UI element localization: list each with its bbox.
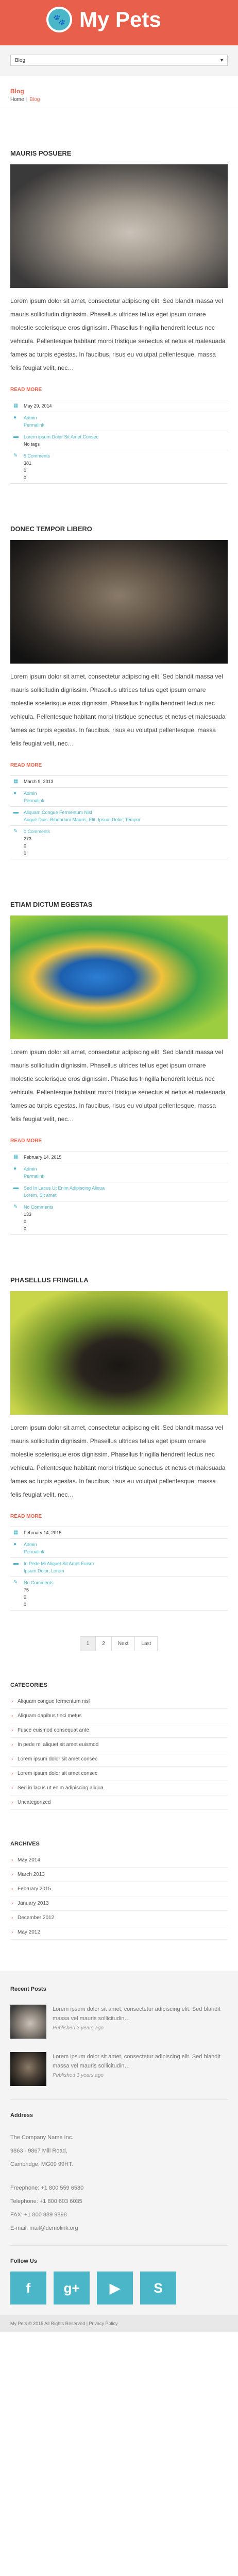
category-item[interactable]: › Sed in lacus ut enim adipiscing aliqua — [10, 1781, 228, 1795]
meta-group — [10, 788, 228, 807]
recent-posts-title: Recent Posts — [10, 1986, 46, 1992]
post-image[interactable] — [10, 916, 228, 1039]
recent-post[interactable] — [10, 2005, 228, 2039]
post-image[interactable] — [10, 540, 228, 664]
recent-post-date: Published 3 years ago — [53, 2073, 104, 2078]
archives-title: ARCHIVES — [10, 1841, 40, 1847]
folder-icon: ▬ — [13, 809, 19, 815]
calendar-icon: ▦ — [13, 1530, 19, 1535]
post-comments[interactable]: 5 Comments — [24, 453, 50, 459]
footer-divider — [10, 2099, 228, 2100]
read-more-link[interactable]: READ MORE — [10, 1138, 42, 1144]
categories-list — [10, 1694, 228, 1810]
contact-block — [10, 2181, 228, 2235]
category-item[interactable]: › Aliquam congue fermentum nisl — [10, 1694, 228, 1709]
post-title[interactable]: MAURIS POSUERE — [10, 149, 72, 157]
meta-group — [10, 807, 228, 826]
breadcrumb-current: Blog — [29, 97, 40, 103]
folder-icon: ▬ — [13, 1561, 19, 1566]
post-views: 133 — [24, 1212, 32, 1217]
comment-icon: ✎ — [13, 828, 18, 834]
blog-post — [10, 859, 228, 1235]
recent-post-body — [53, 2005, 228, 2039]
post-categories[interactable]: Sed In Lacus Ut Enim Adipiscing Aliqua — [24, 1185, 105, 1191]
comment-icon: ✎ — [13, 1580, 18, 1585]
post-excerpt: Lorem ipsum dolor sit amet, consectetur adipiscing elit. Sed blandit massa vel mauris sollicitudin dignissim. Phasellus ultrices tellus eget ipsum ornare molestie scelerisque eros dignissim. Phasellus fringilla hendrerit lectus nec vehicula. Pellentesque habitant morbi tristique senectus et netus et malesuada fames ac turpis egestas. In faucibus, risus eu volutpat pellentesque, massa felis feugiat velit, nec… — [10, 1424, 226, 1498]
user-icon: ● — [13, 1541, 17, 1547]
address-title: Address — [10, 2112, 33, 2119]
copyright: My Pets © 2015 All Rights Reserved | Privacy Policy — [0, 2315, 238, 2332]
calendar-icon: ▦ — [13, 778, 19, 784]
post-permalink[interactable]: Permalink — [24, 798, 45, 803]
breadcrumb-home[interactable]: Home — [10, 97, 24, 103]
recent-posts — [10, 2005, 228, 2086]
post-date: March 9, 2013 — [24, 779, 54, 784]
last-page-button[interactable]: Last — [134, 1636, 158, 1651]
address-block — [10, 2131, 228, 2171]
contact-line: Telephone: +1 800 603 6035 — [10, 2198, 82, 2205]
social-links — [10, 2272, 228, 2304]
post-meta — [10, 1527, 228, 1611]
address-line: 9863 - 9867 Mill Road, — [10, 2148, 67, 2154]
post-permalink[interactable]: Permalink — [24, 1549, 45, 1554]
nav-select[interactable] — [10, 55, 228, 66]
meta-group — [10, 776, 228, 788]
breadcrumb: Home | Blog — [10, 97, 40, 103]
recent-post-thumb[interactable] — [10, 2005, 46, 2039]
contact-line: Freephone: +1 800 559 6580 — [10, 2185, 84, 2191]
post-meta — [10, 400, 228, 484]
meta-group — [10, 1577, 228, 1611]
meta-group — [10, 431, 228, 450]
post-tags[interactable]: Ipsum Dolor, Lorem — [24, 1568, 64, 1573]
recent-post-date: Published 3 years ago — [53, 2025, 104, 2031]
category-item[interactable]: › Aliquam dapibus tinci metus — [10, 1709, 228, 1723]
read-more-link[interactable]: READ MORE — [10, 762, 42, 768]
page-title: Blog — [10, 88, 24, 95]
page-1-button[interactable]: 1 — [80, 1636, 96, 1651]
archive-item[interactable]: › March 2013 — [10, 1868, 228, 1882]
post-views: 273 — [24, 836, 32, 841]
user-icon: ● — [13, 790, 17, 796]
post-tags[interactable]: Lorem, Sit amet — [24, 1193, 57, 1198]
meta-group — [10, 450, 228, 484]
address-line: Cambridge, MG09 99HT. — [10, 2161, 73, 2167]
post-excerpt: Lorem ipsum dolor sit amet, consectetur adipiscing elit. Sed blandit massa vel mauris sollicitudin dignissim. Phasellus ultrices tellus eget ipsum ornare molestie scelerisque eros dignissim. Phasellus fringilla hendrerit lectus nec vehicula. Pellentesque habitant morbi tristique senectus et netus et malesuada fames ac turpis egestas. In faucibus, risus eu volutpat pellentesque, massa felis feugiat velit, nec… — [10, 1048, 226, 1123]
recent-post[interactable] — [10, 2052, 228, 2086]
post-excerpt: Lorem ipsum dolor sit amet, consectetur adipiscing elit. Sed blandit massa vel mauris sollicitudin dignissim. Phasellus ultrices tellus eget ipsum ornare molestie scelerisque eros dignissim. Phasellus fringilla hendrerit lectus nec vehicula. Pellentesque habitant morbi tristique senectus et netus et malesuada fames ac turpis egestas. In faucibus, risus eu volutpat pellentesque, massa felis feugiat velit, nec… — [10, 297, 226, 371]
post-author[interactable]: Admin — [24, 1166, 37, 1172]
page-header — [0, 76, 238, 108]
post-dislikes: 0 — [24, 1226, 27, 1231]
user-icon: ● — [13, 1166, 17, 1172]
blog-post — [10, 484, 228, 859]
category-item[interactable]: › Fusce euismod consequat ante — [10, 1723, 228, 1738]
facebook-icon[interactable]: f — [10, 2272, 46, 2304]
nav-select-value: Blog — [15, 57, 26, 63]
post-image[interactable] — [10, 164, 228, 288]
comment-icon: ✎ — [13, 1204, 18, 1210]
post-views: 75 — [24, 1587, 29, 1592]
skype-icon[interactable]: S — [140, 2272, 176, 2304]
meta-group — [10, 1558, 228, 1577]
post-likes: 0 — [24, 843, 27, 849]
archive-item[interactable]: › May 2014 — [10, 1853, 228, 1868]
post-views: 381 — [24, 461, 32, 466]
archives-list — [10, 1853, 228, 1940]
read-more-link[interactable]: READ MORE — [10, 1514, 42, 1519]
read-more-link[interactable]: READ MORE — [10, 387, 42, 393]
contact-line[interactable]: E-mail: mail@demolink.org — [10, 2225, 78, 2231]
follow-title: Follow Us — [10, 2258, 37, 2264]
meta-group — [10, 412, 228, 431]
post-meta — [10, 1151, 228, 1235]
meta-group — [10, 1201, 228, 1235]
nav-bar — [0, 45, 238, 76]
meta-group — [10, 1182, 228, 1201]
post-meta — [10, 775, 228, 859]
user-icon: ● — [13, 415, 17, 420]
site-logo[interactable] — [46, 5, 228, 34]
folder-icon: ▬ — [13, 1185, 19, 1191]
categories-widget — [0, 1682, 238, 1810]
post-tags: No tags — [24, 442, 40, 447]
post-excerpt: Lorem ipsum dolor sit amet, consectetur adipiscing elit. Sed blandit massa vel mauris sollicitudin dignissim. Phasellus ultrices tellus eget ipsum ornare molestie scelerisque eros dignissim. Phasellus fringilla hendrerit lectus nec vehicula. Pellentesque habitant morbi tristique senectus et netus et malesuada fames ac turpis egestas. In faucibus, risus eu volutpat pellentesque, massa felis feugiat velit, nec… — [10, 673, 226, 747]
contact-line: FAX: +1 800 889 9898 — [10, 2212, 67, 2218]
category-item[interactable]: › Lorem ipsum dolor sit amet consec — [10, 1752, 228, 1767]
blog-post — [10, 108, 228, 484]
post-dislikes: 0 — [24, 475, 27, 480]
folder-icon: ▬ — [13, 434, 19, 439]
chevron-down-icon: ▾ — [220, 57, 223, 63]
post-date: February 14, 2015 — [24, 1155, 62, 1160]
post-list — [0, 108, 238, 1611]
post-permalink[interactable]: Permalink — [24, 422, 45, 428]
meta-group — [10, 1163, 228, 1182]
category-item[interactable]: › Uncategorized — [10, 1795, 228, 1810]
meta-group — [10, 1527, 228, 1539]
post-author[interactable]: Admin — [24, 1542, 37, 1547]
post-comments[interactable]: No Comments — [24, 1580, 54, 1585]
post-tags[interactable]: Augue Duis, Bibendum Mauris, Elit, Ipsum Dolor, Tempor — [24, 817, 141, 822]
archives-widget — [0, 1841, 238, 1940]
footer-divider-2 — [10, 2245, 228, 2246]
archive-item[interactable]: › December 2012 — [10, 1911, 228, 1925]
comment-icon: ✎ — [13, 453, 18, 459]
post-likes: 0 — [24, 1219, 27, 1224]
address-line: The Company Name Inc. — [10, 2134, 74, 2141]
post-comments[interactable]: No Comments — [24, 1205, 54, 1210]
logo-text: My Pets — [79, 7, 161, 31]
category-item[interactable]: › Lorem ipsum dolor sit amet consec — [10, 1767, 228, 1781]
recent-post-text: Lorem ipsum dolor sit amet, consectetur adipiscing elit. Sed blandit massa vel mauris sollicitudin… — [53, 2054, 220, 2069]
post-image[interactable] — [10, 1291, 228, 1415]
post-categories[interactable]: Aliquam Congue Fermentum Nisl — [24, 810, 92, 815]
archive-item[interactable]: › January 2013 — [10, 1896, 228, 1911]
post-title[interactable]: ETIAM DICTUM EGESTAS — [10, 901, 93, 908]
post-title[interactable]: PHASELLUS FRINGILLA — [10, 1276, 89, 1284]
post-date: February 14, 2015 — [24, 1530, 62, 1535]
youtube-icon[interactable]: ▶ — [97, 2272, 133, 2304]
post-likes: 0 — [24, 468, 27, 473]
post-categories[interactable]: In Pede Mi Aliquet Sit Amet Euism — [24, 1561, 94, 1566]
meta-group — [10, 400, 228, 412]
logo-badge — [46, 7, 72, 32]
pagination — [0, 1636, 238, 1651]
categories-title: CATEGORIES — [10, 1682, 47, 1688]
next-page-button[interactable]: Next — [111, 1636, 135, 1651]
post-permalink[interactable]: Permalink — [24, 1174, 45, 1179]
post-author[interactable]: Admin — [24, 415, 37, 420]
meta-group — [10, 826, 228, 859]
category-item[interactable]: › In pede mi aliquet sit amet euismod — [10, 1738, 228, 1752]
post-categories[interactable]: Lorem ipsum Dolor Sit Amet Consec — [24, 434, 99, 439]
recent-post-body — [53, 2052, 228, 2086]
google-plus-icon[interactable]: g+ — [54, 2272, 90, 2304]
post-title[interactable]: DONEC TEMPOR LIBERO — [10, 525, 92, 533]
blog-post — [10, 1235, 228, 1611]
post-comments[interactable]: 0 Comments — [24, 829, 50, 834]
archive-item[interactable]: › May 2012 — [10, 1925, 228, 1940]
post-dislikes: 0 — [24, 851, 27, 856]
calendar-icon: ▦ — [13, 1154, 19, 1160]
post-date: May 29, 2014 — [24, 403, 52, 409]
calendar-icon: ▦ — [13, 403, 19, 409]
post-likes: 0 — [24, 1595, 27, 1600]
post-author[interactable]: Admin — [24, 791, 37, 796]
meta-group — [10, 1539, 228, 1558]
page-2-button[interactable]: 2 — [95, 1636, 112, 1651]
paw-icon: 🐾 — [48, 9, 70, 30]
meta-group — [10, 1151, 228, 1163]
site-header — [0, 0, 238, 45]
recent-post-text: Lorem ipsum dolor sit amet, consectetur adipiscing elit. Sed blandit massa vel mauris sollicitudin… — [53, 2006, 220, 2022]
site-footer — [0, 1971, 238, 2315]
archive-item[interactable]: › February 2015 — [10, 1882, 228, 1896]
recent-post-thumb[interactable] — [10, 2052, 46, 2086]
post-dislikes: 0 — [24, 1602, 27, 1607]
